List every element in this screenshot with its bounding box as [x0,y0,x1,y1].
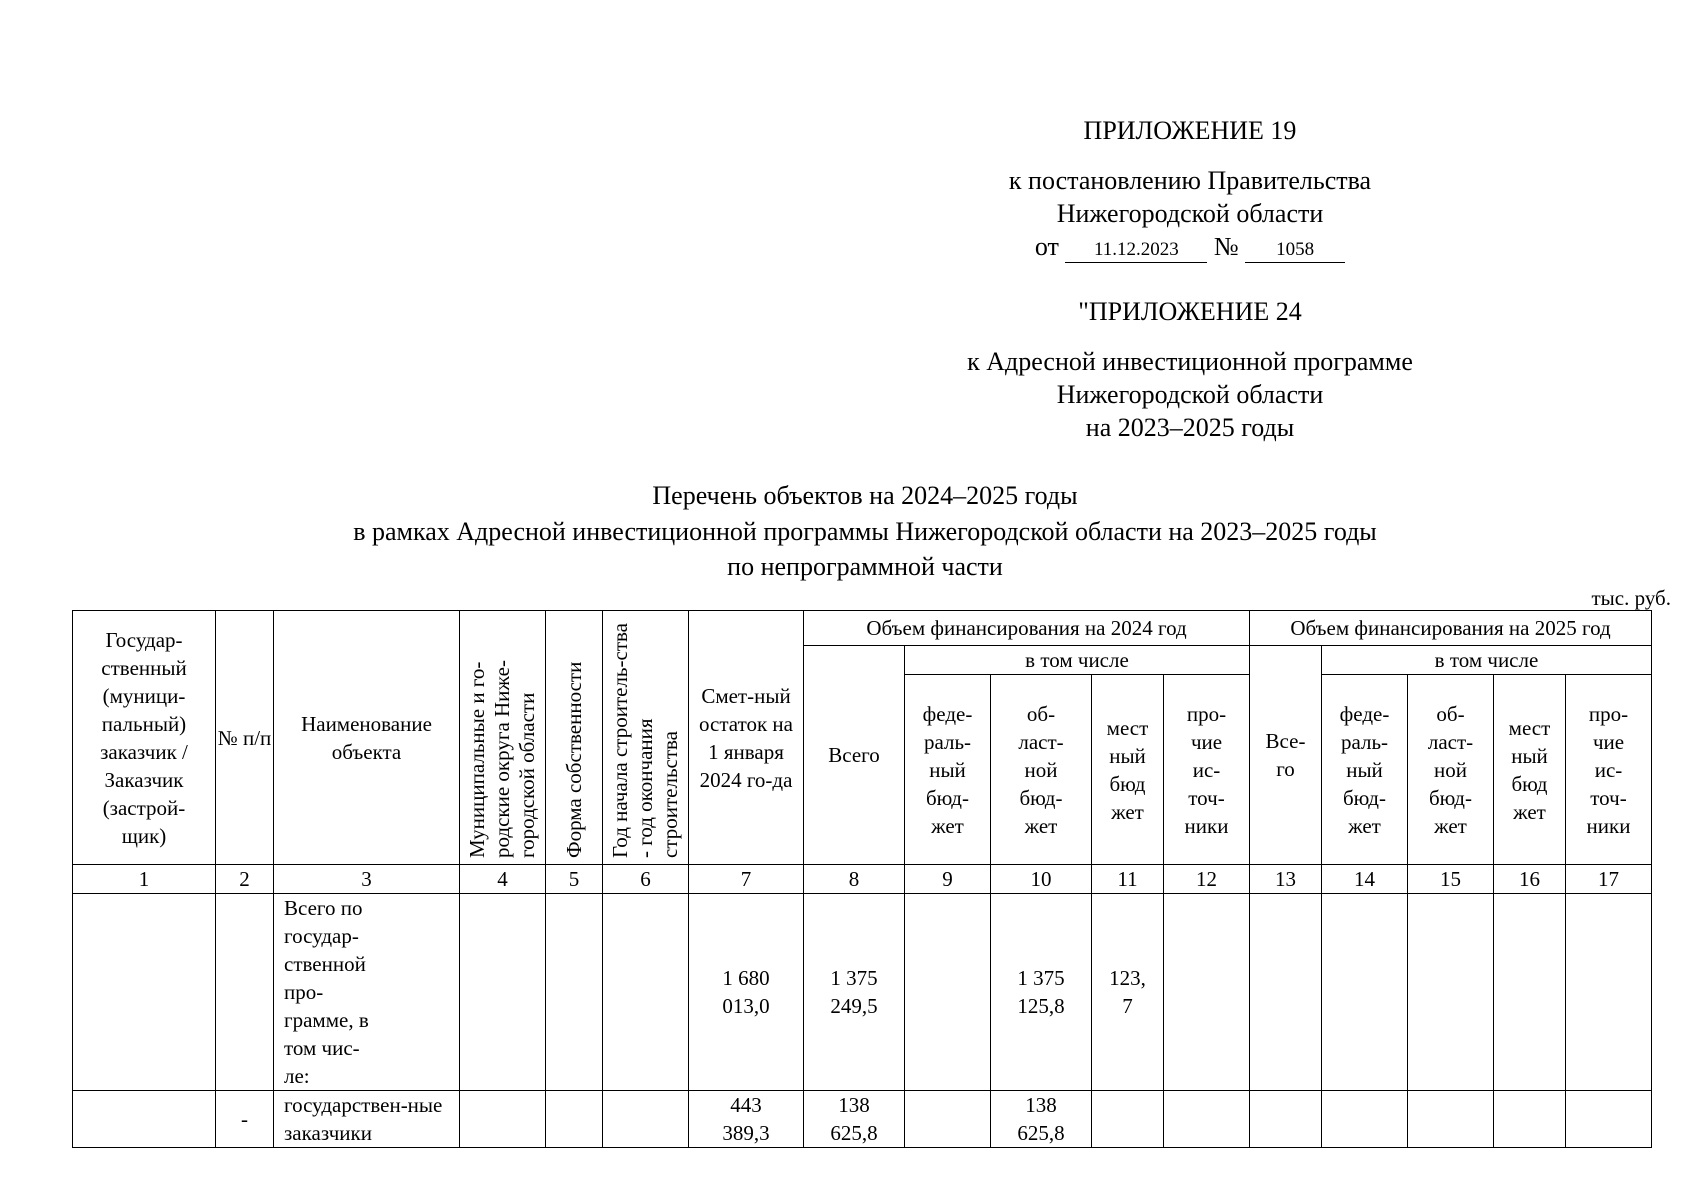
header-local-2025: мест ный бюд жет [1494,675,1566,865]
column-number: 8 [804,865,905,894]
row-balance [689,894,804,1091]
appendix-19-subtitle-2: Нижегородской области [1056,199,1324,228]
row-total-2024-text: 138 625,8 [830,1093,878,1145]
number-label: № [1213,232,1239,261]
units-label: тыс. руб. [1591,586,1671,610]
row-local-2025 [1494,1091,1566,1148]
appendix-24-subtitle-3: на 2023–2025 годы [1085,413,1295,442]
header-ownership [546,611,603,865]
header-years [603,611,689,865]
row-local-2025 [1494,894,1566,1091]
column-number: 10 [991,865,1092,894]
row-regional-2025 [1408,1091,1494,1148]
header-other-2025: про-чие ис-точ-ники [1566,675,1652,865]
row-regional-2024 [991,1091,1092,1148]
header-ownership-text: Форма собственности [561,661,586,858]
header-including-2024: в том числе [905,646,1250,675]
row-local-2024-text: 123, 7 [1109,966,1146,1018]
header-years-text: Год начала строитель-ства - год окончания строительства [608,622,682,858]
column-number: 4 [460,865,546,894]
row-number: - [216,1091,274,1148]
header-district [460,611,546,865]
row-total-2024 [804,894,905,1091]
row-years [603,894,689,1091]
header-estimated-balance: Смет-ный остаток на 1 января 2024 го-да [689,611,804,865]
header-federal-2024: феде-раль-ный бюд-жет [905,675,991,865]
row-local-2024 [1092,894,1164,1091]
row-federal-2024 [905,894,991,1091]
row-object-name [274,894,460,1091]
column-number: 13 [1250,865,1322,894]
row-balance-text: 1 680 013,0 [722,966,770,1018]
column-number: 9 [905,865,991,894]
row-district [460,1091,546,1148]
decree-number: 1058 [1245,238,1345,263]
column-number: 6 [603,865,689,894]
row-district [460,894,546,1091]
column-number: 2 [216,865,274,894]
column-number: 14 [1322,865,1408,894]
appendix-24-title: "ПРИЛОЖЕНИЕ 24 [1078,297,1302,326]
from-label: от [1034,232,1059,261]
row-federal-2025 [1322,1091,1408,1148]
header-regional-2024: об-ласт-ной бюд-жет [991,675,1092,865]
document-title-line-1: Перечень объектов на 2024–2025 годы [652,481,1078,510]
row-total-2025 [1250,1091,1322,1148]
appendix-19-title: ПРИЛОЖЕНИЕ 19 [1083,116,1297,145]
header-total-2025: Все-го [1250,646,1322,865]
row-federal-2025 [1322,894,1408,1091]
header-object-name: Наименование объекта [274,611,460,865]
row-regional-2025 [1408,894,1494,1091]
decree-date: 11.12.2023 [1065,238,1207,263]
column-number: 11 [1092,865,1164,894]
header-total-2024: Всего [804,646,905,865]
document-title-line-3: по непрограммной части [727,552,1003,581]
row-federal-2024 [905,1091,991,1148]
column-number-row [73,865,1652,894]
appendix-24-subtitle-1: к Адресной инвестиционной программе [967,347,1413,376]
table-row [73,894,1652,1091]
decree-date-number [880,230,1500,263]
appendix-24-subtitle-2: Нижегородской области [1056,380,1324,409]
table-row [73,1091,1652,1148]
row-other-2024 [1164,1091,1250,1148]
header-local-2024: мест ный бюд жет [1092,675,1164,865]
row-balance-text: 443 389,3 [722,1093,770,1145]
column-number: 17 [1566,865,1652,894]
column-number: 3 [274,865,460,894]
header-customer: Государ-ственный (муници-пальный) заказчик / Заказчик (застрой-щик) [73,611,216,865]
row-customer [73,894,216,1091]
column-number: 7 [689,865,804,894]
column-number: 16 [1494,865,1566,894]
row-other-2025 [1566,894,1652,1091]
row-total-2024 [804,1091,905,1148]
header-regional-2025: об-ласт-ной бюд-жет [1408,675,1494,865]
document-title-line-2: в рамках Адресной инвестиционной программы Нижегородской области на 2023–2025 годы [353,517,1377,546]
header-other-2024: про-чие ис-точ-ники [1164,675,1250,865]
row-object-name-text: Всего по государ-ственной про-грамме, в том чис-ле: [284,896,369,1088]
header-funding-2025: Объем финансирования на 2025 год [1250,611,1652,646]
row-other-2025 [1566,1091,1652,1148]
row-number [216,894,274,1091]
row-object-name [274,1091,460,1148]
row-regional-2024-text: 138 625,8 [1017,1093,1065,1145]
column-number: 12 [1164,865,1250,894]
row-local-2024 [1092,1091,1164,1148]
column-number: 5 [546,865,603,894]
objects-table [72,610,1652,1148]
header-federal-2025: феде-раль-ный бюд-жет [1322,675,1408,865]
header-row-1 [73,611,1652,646]
row-regional-2024 [991,894,1092,1091]
header-number: № п/п [216,611,274,865]
row-other-2024 [1164,894,1250,1091]
row-balance [689,1091,804,1148]
row-total-2024-text: 1 375 249,5 [830,966,878,1018]
row-years [603,1091,689,1148]
header-including-2025: в том числе [1322,646,1652,675]
appendix-19-subtitle-1: к постановлению Правительства [1008,166,1372,195]
column-number: 1 [73,865,216,894]
row-total-2025 [1250,894,1322,1091]
row-object-name-text: государствен-ные заказчики [284,1093,443,1145]
row-ownership [546,894,603,1091]
header-district-text: Муниципальные и го-родские округа Ниже-городской области [465,659,539,858]
row-ownership [546,1091,603,1148]
row-customer [73,1091,216,1148]
header-funding-2024: Объем финансирования на 2024 год [804,611,1250,646]
column-number: 15 [1408,865,1494,894]
row-regional-2024-text: 1 375 125,8 [1017,966,1065,1018]
